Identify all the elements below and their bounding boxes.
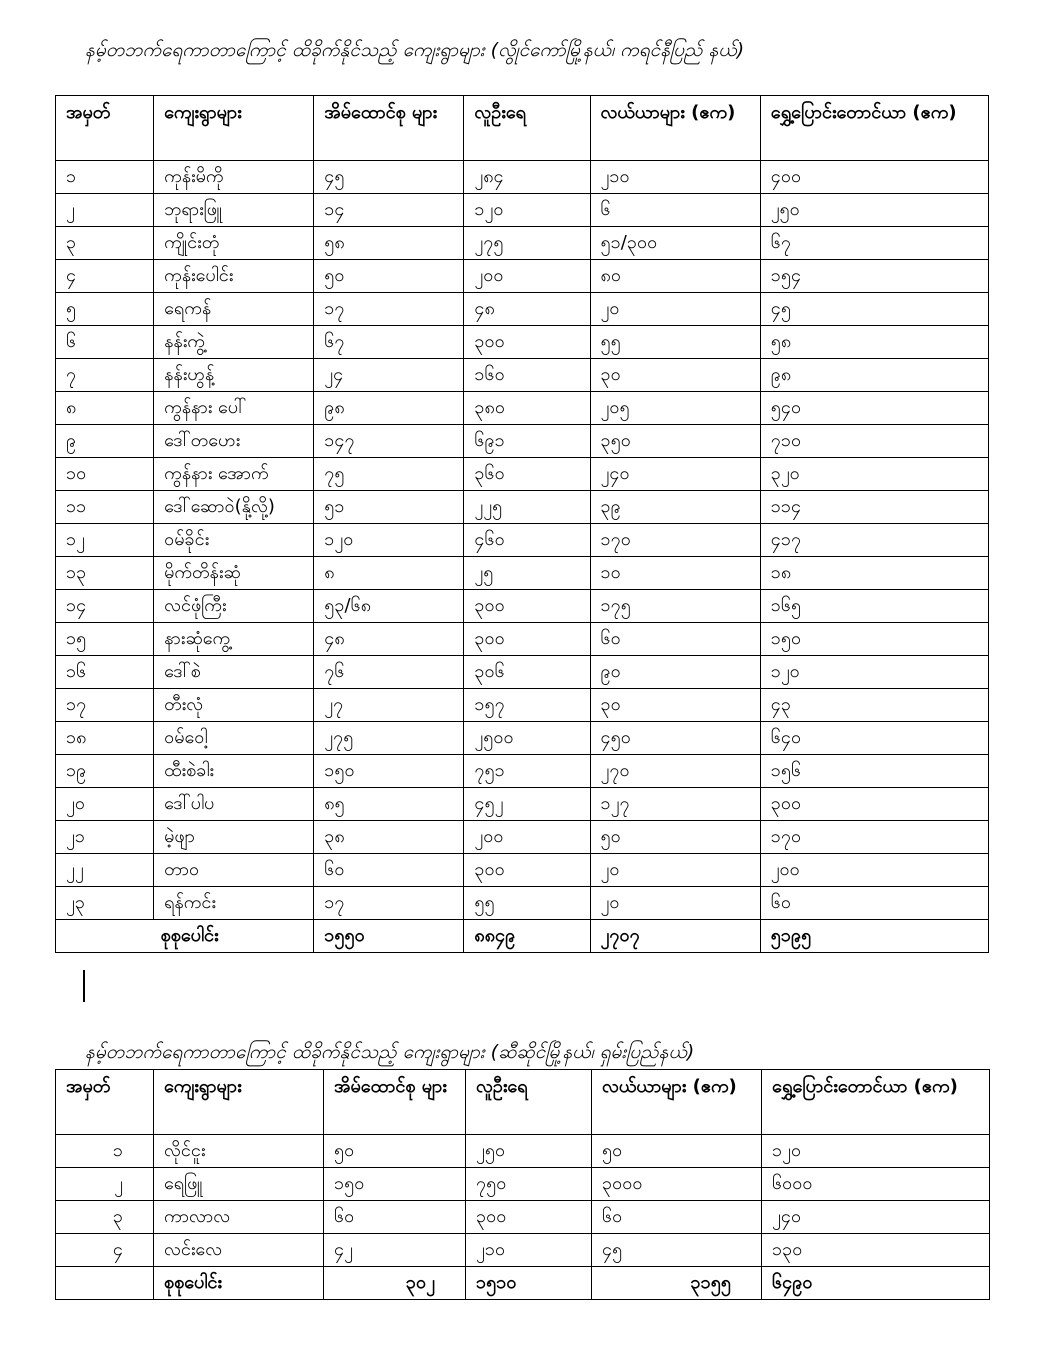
cell-no: ၁၄	[56, 590, 154, 623]
cell-population: ၄၈	[464, 293, 590, 326]
cell-village: ကျိုင်းတုံ	[154, 227, 314, 260]
cell-farmland: ၉၀	[590, 656, 760, 689]
cell-population: ၃၈၀	[464, 392, 590, 425]
cell-village: လိုင်ငူး	[154, 1135, 324, 1168]
cell-no: ၆	[56, 326, 154, 359]
cell-population: ၂၀၀	[464, 260, 590, 293]
table-row	[56, 1168, 990, 1201]
cell-farmland: ၅၅	[590, 326, 760, 359]
table-row	[56, 491, 989, 524]
cell-population: ၃၀၀	[466, 1201, 592, 1234]
cell-no: ၄	[56, 260, 154, 293]
total-label: စုစုပေါင်း	[154, 1267, 324, 1300]
cell-shifting-cultivation: ၃၂၀	[760, 458, 988, 491]
cell-no: ၃	[56, 227, 154, 260]
affected-villages-table-hsihseng	[55, 1069, 990, 1300]
cell-population: ၇၅၀	[466, 1168, 592, 1201]
table-row	[56, 887, 989, 920]
cell-shifting-cultivation: ၂၀၀	[760, 854, 988, 887]
cell-village: မိုက်တိန်းဆုံ	[154, 557, 314, 590]
cell-shifting-cultivation: ၃၀၀	[760, 788, 988, 821]
cell-households: ၅၀	[324, 1135, 466, 1168]
cell-no: ၁၆	[56, 656, 154, 689]
cell-village: ကွန်နား ပေါ်	[154, 392, 314, 425]
table-row	[56, 161, 989, 194]
table-row	[56, 854, 989, 887]
cell-no: ၅	[56, 293, 154, 326]
cell-households: ၄၂	[324, 1234, 466, 1267]
cell-no: ၄	[56, 1234, 154, 1267]
total-households: ၁၅၅၀	[314, 920, 464, 953]
header-no: အမှတ်	[56, 96, 154, 161]
cell-shifting-cultivation: ၁၅၄	[760, 260, 988, 293]
cell-shifting-cultivation: ၂၄၀	[762, 1201, 990, 1234]
cell-households: ၃၈	[314, 821, 464, 854]
cell-no: ၂၂	[56, 854, 154, 887]
cell-shifting-cultivation: ၁၃၀	[762, 1234, 990, 1267]
cell-households: ၅၀	[314, 260, 464, 293]
cell-households: ၆၀	[314, 854, 464, 887]
cell-households: ၆၇	[314, 326, 464, 359]
cell-population: ၂၀၀	[464, 821, 590, 854]
header-households: အိမ်ထောင်စု များ	[314, 96, 464, 161]
cell-village: ရန်ကင်း	[154, 887, 314, 920]
cell-population: ၃၀၀	[464, 623, 590, 656]
cell-no: ၁	[56, 161, 154, 194]
cell-households: ၁၅၀	[314, 755, 464, 788]
cell-no: ၁၂	[56, 524, 154, 557]
cell-shifting-cultivation: ၁၂၀	[762, 1135, 990, 1168]
total-population: ၈၈၄၉	[464, 920, 590, 953]
cell-shifting-cultivation: ၉၈	[760, 359, 988, 392]
cell-shifting-cultivation: ၁၁၄	[760, 491, 988, 524]
cell-population: ၁၆၀	[464, 359, 590, 392]
cell-farmland: ၄၅၀	[590, 722, 760, 755]
cell-farmland: ၃၉	[590, 491, 760, 524]
cell-no: ၇	[56, 359, 154, 392]
cell-village: ဘုရားဖြူ	[154, 194, 314, 227]
total-label: စုစုပေါင်း	[56, 920, 314, 953]
cell-population: ၄၆၀	[464, 524, 590, 557]
cell-shifting-cultivation: ၄၀၀	[760, 161, 988, 194]
cell-shifting-cultivation: ၄၅	[760, 293, 988, 326]
table-row	[56, 623, 989, 656]
cell-farmland: ၆၀	[590, 623, 760, 656]
table-header-row	[56, 96, 989, 161]
cell-households: ၅၈	[314, 227, 464, 260]
cell-shifting-cultivation: ၁၆၅	[760, 590, 988, 623]
header-no: အမှတ်	[56, 1070, 154, 1135]
cell-no: ၁	[56, 1135, 154, 1168]
cell-no: ၂	[56, 194, 154, 227]
cell-households: ၇၅	[314, 458, 464, 491]
cell-farmland: ၂၀	[590, 293, 760, 326]
table-row	[56, 326, 989, 359]
cell-households: ၇၆	[314, 656, 464, 689]
cell-shifting-cultivation: ၂၅၀	[760, 194, 988, 227]
cell-households: ၈၅	[314, 788, 464, 821]
table-row	[56, 194, 989, 227]
cell-no: ၉	[56, 425, 154, 458]
total-farmland: ၂၇၀၇	[590, 920, 760, 953]
cell-shifting-cultivation: ၁၅၆	[760, 755, 988, 788]
cell-farmland: ၁၇၅	[590, 590, 760, 623]
cell-village: လင်းလေ	[154, 1234, 324, 1267]
text-cursor	[83, 970, 85, 1002]
header-population: လူဦးရေ	[466, 1070, 592, 1135]
total-population: ၁၅၁၀	[466, 1267, 592, 1300]
cell-village: ဒေါ်ပါပ	[154, 788, 314, 821]
cell-no: ၁၅	[56, 623, 154, 656]
cell-farmland: ၃၅၀	[590, 425, 760, 458]
cell-households: ၁၇	[314, 293, 464, 326]
cell-village: နားဆုံကွေ့	[154, 623, 314, 656]
cell-shifting-cultivation: ၆၄၀	[760, 722, 988, 755]
cell-population: ၇၅၁	[464, 755, 590, 788]
cell-farmland: ၃၀	[590, 359, 760, 392]
cell-households: ၄၈	[314, 623, 464, 656]
header-village: ကျေးရွာများ	[154, 1070, 324, 1135]
cell-no: ၁၇	[56, 689, 154, 722]
table-row	[56, 1234, 990, 1267]
cell-village: ကုန်းမိကို	[154, 161, 314, 194]
cell-farmland: ၁၂၇	[590, 788, 760, 821]
total-blank-cell	[56, 1267, 154, 1300]
cell-population: ၂၁၀	[466, 1234, 592, 1267]
table-row	[56, 425, 989, 458]
cell-village: ဒေါ်တဟေး	[154, 425, 314, 458]
cell-households: ၂၇	[314, 689, 464, 722]
cell-households: ၂၄	[314, 359, 464, 392]
cell-farmland: ၂၄၀	[590, 458, 760, 491]
cell-farmland: ၄၅	[592, 1234, 762, 1267]
cell-population: ၄၅၂	[464, 788, 590, 821]
cell-shifting-cultivation: ၅၄၀	[760, 392, 988, 425]
cell-village: လင်ဖုံကြီး	[154, 590, 314, 623]
cell-population: ၂၈၄	[464, 161, 590, 194]
cell-no: ၁၁	[56, 491, 154, 524]
cell-village: ကွန်နား အောက်	[154, 458, 314, 491]
total-shifting-cultivation: ၅၁၉၅	[760, 920, 988, 953]
cell-population: ၂၇၅	[464, 227, 590, 260]
table-row	[56, 788, 989, 821]
cell-households: ၁၄	[314, 194, 464, 227]
cell-farmland: ၁၀	[590, 557, 760, 590]
cell-shifting-cultivation: ၅၈	[760, 326, 988, 359]
cell-population: ၆၉၁	[464, 425, 590, 458]
cell-farmland: ၂၀	[590, 887, 760, 920]
cell-farmland: ၂၀၅	[590, 392, 760, 425]
cell-shifting-cultivation: ၁၂၀	[760, 656, 988, 689]
cell-village: ရေဖြူ	[154, 1168, 324, 1201]
cell-village: ရေကန်	[154, 293, 314, 326]
cell-shifting-cultivation: ၆၇	[760, 227, 988, 260]
cell-no: ၃	[56, 1201, 154, 1234]
cell-village: ကာလာလ	[154, 1201, 324, 1234]
cell-shifting-cultivation: ၆၀၀၀	[762, 1168, 990, 1201]
cell-population: ၂၅	[464, 557, 590, 590]
cell-shifting-cultivation: ၄၁၇	[760, 524, 988, 557]
cell-village: တာဝ	[154, 854, 314, 887]
cell-no: ၁၉	[56, 755, 154, 788]
cell-village: ဒေါ်ဆောဝဲ(နို့လို့)	[154, 491, 314, 524]
table-row	[56, 458, 989, 491]
header-village: ကျေးရွာများ	[154, 96, 314, 161]
cell-households: ၅၃/၆၈	[314, 590, 464, 623]
cell-no: ၂၃	[56, 887, 154, 920]
cell-population: ၃၀၀	[464, 854, 590, 887]
table-row	[56, 722, 989, 755]
cell-households: ၉၈	[314, 392, 464, 425]
cell-households: ၆၀	[324, 1201, 466, 1234]
cell-population: ၃၀၀	[464, 326, 590, 359]
cell-farmland: ၆	[590, 194, 760, 227]
cell-population: ၂၅၀	[466, 1135, 592, 1168]
header-shifting-cultivation: ရွှေ့ပြောင်းတောင်ယာ (ဧက)	[760, 96, 988, 161]
cell-population: ၂၂၅	[464, 491, 590, 524]
table-header-row	[56, 1070, 990, 1135]
cell-village: တီးလုံ	[154, 689, 314, 722]
cell-population: ၂၅၀၀	[464, 722, 590, 755]
cell-households: ၂၇၅	[314, 722, 464, 755]
cell-population: ၅၅	[464, 887, 590, 920]
cell-households: ၈	[314, 557, 464, 590]
cell-households: ၅၁	[314, 491, 464, 524]
cell-farmland: ၂၁၀	[590, 161, 760, 194]
total-row	[56, 920, 989, 953]
cell-farmland: ၈၀	[590, 260, 760, 293]
table-row	[56, 755, 989, 788]
cell-farmland: ၅၁/၃၀၀	[590, 227, 760, 260]
cell-population: ၁၅၇	[464, 689, 590, 722]
cell-farmland: ၅၀	[590, 821, 760, 854]
total-shifting-cultivation: ၆၄၉၀	[762, 1267, 990, 1300]
cell-no: ၁၀	[56, 458, 154, 491]
total-households: ၃၀၂	[324, 1267, 466, 1300]
table-row	[56, 359, 989, 392]
table1-title: နမ့်တဘက်ရေကာတာကြောင့် ထိခိုက်နိုင်သည့် ကျေးရွာများ (လွိုင်ကော်မြို့နယ်၊ ကရင်နီပြည် နယ်)	[85, 39, 745, 61]
cell-farmland: ၃၀၀၀	[592, 1168, 762, 1201]
table-row	[56, 392, 989, 425]
cell-village: မဲ့ဖျာ	[154, 821, 314, 854]
cell-farmland: ၅၀	[592, 1135, 762, 1168]
header-population: လူဦးရေ	[464, 96, 590, 161]
cell-no: ၁၃	[56, 557, 154, 590]
cell-farmland: ၁၇၀	[590, 524, 760, 557]
cell-no: ၂၁	[56, 821, 154, 854]
cell-shifting-cultivation: ၆၀	[760, 887, 988, 920]
table-row	[56, 524, 989, 557]
cell-farmland: ၆၀	[592, 1201, 762, 1234]
cell-no: ၂	[56, 1168, 154, 1201]
cell-shifting-cultivation: ၄၃	[760, 689, 988, 722]
cell-households: ၁၄၇	[314, 425, 464, 458]
cell-village: ဒေါ်စဲ	[154, 656, 314, 689]
cell-village: ဝမ်ဝေါ့	[154, 722, 314, 755]
affected-villages-table-loikaw	[55, 95, 989, 953]
cell-village: ကုန်းပေါင်း	[154, 260, 314, 293]
cell-shifting-cultivation: ၁၈	[760, 557, 988, 590]
cell-population: ၃၆၀	[464, 458, 590, 491]
table2-title: နမ့်တဘက်ရေကာတာကြောင့် ထိခိုက်နိုင်သည့် ကျေးရွာများ (ဆီဆိုင်မြို့နယ်၊ ရှမ်းပြည်နယ်)	[85, 1041, 695, 1063]
cell-no: ၁၈	[56, 722, 154, 755]
total-row	[56, 1267, 990, 1300]
cell-shifting-cultivation: ၇၁၀	[760, 425, 988, 458]
table-row	[56, 557, 989, 590]
table-row	[56, 227, 989, 260]
cell-village: နန်းဟွန့်	[154, 359, 314, 392]
table-row	[56, 689, 989, 722]
cell-population: ၁၂၀	[464, 194, 590, 227]
cell-shifting-cultivation: ၁၇၀	[760, 821, 988, 854]
cell-no: ၈	[56, 392, 154, 425]
cell-population: ၃၀၀	[464, 590, 590, 623]
table-row	[56, 821, 989, 854]
cell-households: ၄၅	[314, 161, 464, 194]
cell-shifting-cultivation: ၁၅၀	[760, 623, 988, 656]
cell-farmland: ၂၇၀	[590, 755, 760, 788]
cell-farmland: ၂၀	[590, 854, 760, 887]
table-row	[56, 590, 989, 623]
header-households: အိမ်ထောင်စု များ	[324, 1070, 466, 1135]
cell-households: ၁၂၀	[314, 524, 464, 557]
table-row	[56, 260, 989, 293]
cell-no: ၂၀	[56, 788, 154, 821]
cell-population: ၃၀၆	[464, 656, 590, 689]
header-farmland: လယ်ယာများ (ဧက)	[590, 96, 760, 161]
header-shifting-cultivation: ရွှေ့ပြောင်းတောင်ယာ (ဧက)	[762, 1070, 990, 1135]
cell-village: နန်းကွဲ့	[154, 326, 314, 359]
cell-households: ၁၇	[314, 887, 464, 920]
cell-village: ထီးစဲခါး	[154, 755, 314, 788]
cell-households: ၁၅၀	[324, 1168, 466, 1201]
cell-farmland: ၃၀	[590, 689, 760, 722]
table-row	[56, 293, 989, 326]
table-row	[56, 1201, 990, 1234]
table-row	[56, 1135, 990, 1168]
table-row	[56, 656, 989, 689]
cell-village: ဝမ်ခိုင်း	[154, 524, 314, 557]
total-farmland: ၃၁၅၅	[592, 1267, 762, 1300]
header-farmland: လယ်ယာများ (ဧက)	[592, 1070, 762, 1135]
